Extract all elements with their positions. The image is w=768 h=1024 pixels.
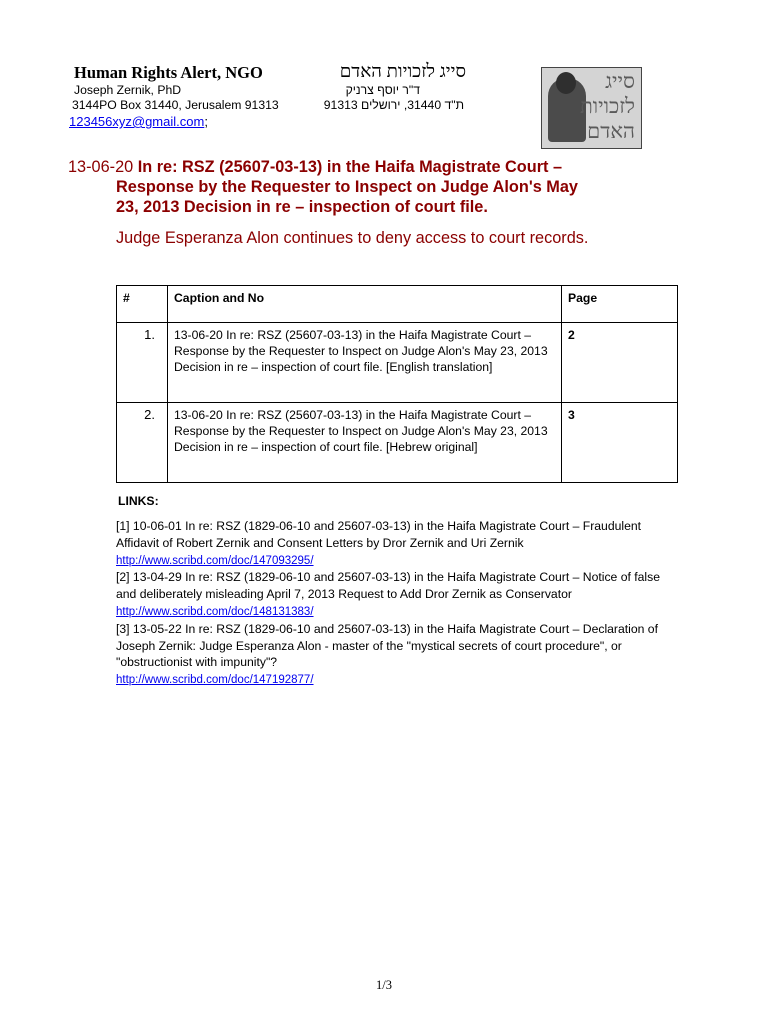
row-caption: 13-06-20 In re: RSZ (25607-03-13) in the Haifa Magistrate Court – Response by the Requester to Inspect on Judge Alon's May 23, 2013 Decision in re – inspection of court file. [English translation] (168, 323, 562, 403)
link-url[interactable]: http://www.scribd.com/doc/147192877/ (116, 674, 314, 687)
row-number: 1. (117, 323, 168, 403)
link-url[interactable]: http://www.scribd.com/doc/147093295/ (116, 554, 314, 567)
table-header-row (117, 286, 678, 323)
link-description: [3] 13-05-22 In re: RSZ (1829-06-10 and 25607-03-13) in the Haifa Magistrate Court – Declaration of Joseph Zernik: Judge Esperanza Alon - master of the "mystical secrets of court procedure", or "obstructionist with impunity"? (116, 621, 658, 670)
column-header-number: # (117, 286, 168, 323)
row-page: 3 (562, 403, 678, 483)
email-link[interactable]: 123456xyz@gmail.com (69, 114, 205, 129)
link-description: [2] 13-04-29 In re: RSZ (1829-06-10 and 25607-03-13) in the Haifa Magistrate Court – Notice of false and deliberately misleading April 7, 2013 Request to Add Dror Zernik as Conservator (116, 570, 660, 602)
row-number: 2. (117, 403, 168, 483)
email-suffix: ; (204, 114, 208, 129)
row-page: 2 (562, 323, 678, 403)
logo-word: סייג (605, 69, 635, 93)
contents-table (116, 285, 678, 483)
author-name-english: Joseph Zernik, PhD (74, 83, 182, 97)
table-row (117, 403, 678, 483)
list-item (116, 518, 676, 569)
logo-word: האדם (587, 119, 635, 143)
document-subtitle: Judge Esperanza Alon continues to deny access to court records. (116, 229, 589, 247)
row-caption: 13-06-20 In re: RSZ (25607-03-13) in the Haifa Magistrate Court – Response by the Requester to Inspect on Judge Alon's May 23, 2013 Decision in re – inspection of court file. [Hebrew original] (168, 403, 562, 483)
org-name-hebrew: סייג לזכויות האדם (339, 62, 466, 82)
title-date: 13-06-20 (68, 158, 138, 176)
column-header-page: Page (562, 286, 678, 323)
list-item (116, 621, 676, 689)
logo-word: לזכויות (579, 94, 635, 118)
column-header-caption: Caption and No (168, 286, 562, 323)
logo-head-icon (556, 72, 576, 94)
org-logo (541, 67, 642, 149)
link-url[interactable]: http://www.scribd.com/doc/148131383/ (116, 605, 314, 618)
title-line-2: Response by the Requester to Inspect on Judge Alon's May (116, 178, 578, 196)
address-hebrew: ת"ד 31440, ירושלים 91313 (323, 98, 464, 112)
table-row (117, 323, 678, 403)
author-name-hebrew: ד"ר יוסף צרניק (345, 83, 420, 97)
address-english: 3144PO Box 31440, Jerusalem 91313 (72, 98, 279, 112)
links-heading: LINKS: (118, 494, 159, 508)
contact-email (69, 114, 208, 129)
title-line-3: 23, 2013 Decision in re – inspection of court file. (116, 198, 488, 216)
links-list (116, 518, 676, 689)
title-line-1: In re: RSZ (25607-03-13) in the Haifa Magistrate Court – (137, 158, 563, 176)
list-item (116, 569, 676, 620)
org-name-english: Human Rights Alert, NGO (74, 63, 263, 82)
link-description: [1] 10-06-01 In re: RSZ (1829-06-10 and 25607-03-13) in the Haifa Magistrate Court – Fraudulent Affidavit of Robert Zernik and Consent Letters by Dror Zernik and Uri Zernik (116, 519, 642, 550)
page-number: 1/3 (376, 978, 392, 992)
document-title (68, 157, 708, 217)
